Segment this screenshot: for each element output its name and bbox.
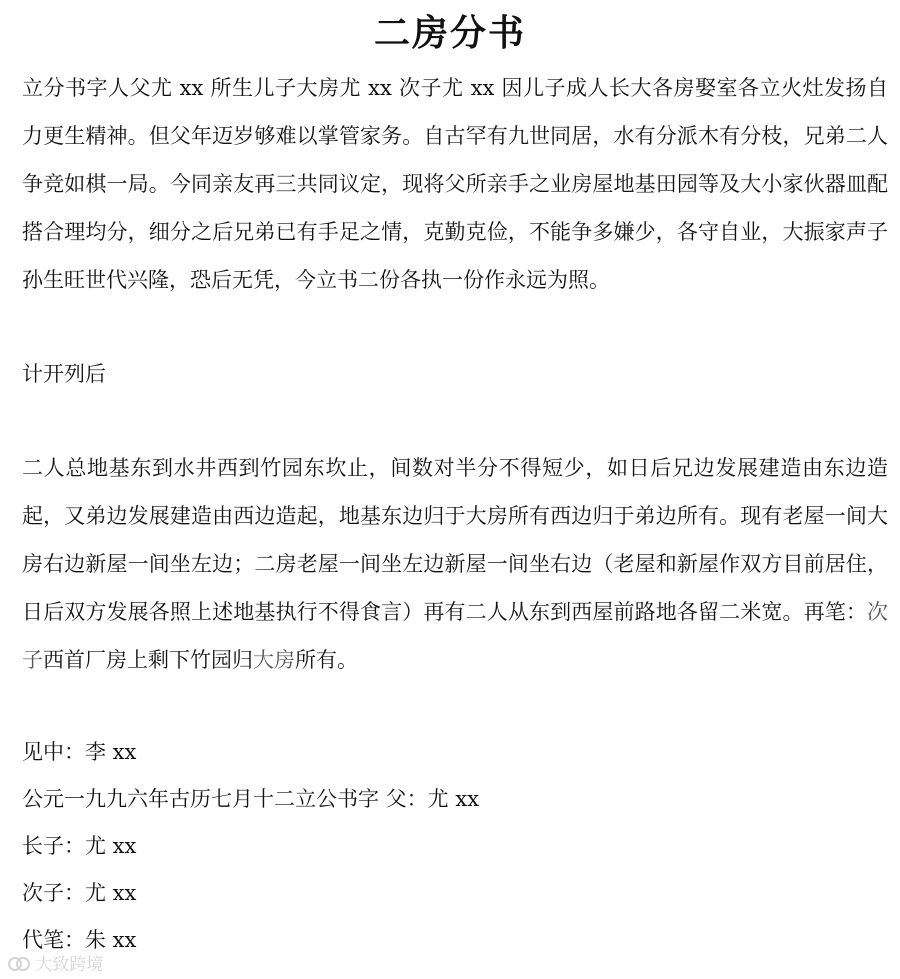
signature-eldest-son: 长子：尤 xx (22, 834, 137, 858)
watermark (8, 950, 103, 975)
intro-paragraph: 立分书字人父尤 xx 所生儿子大房尤 xx 次子尤 xx 因儿子成人长大各房娶室各立火灶发扬自力更生精神。但父年迈岁够难以掌管家务。自古罕有九世同居，水有分派木有分枝，兄弟二人争竞如棋一局。今同亲友再三共同议定，现将父所亲手之业房屋地基田园等及大小家伙器皿配搭合理均分，细分之后兄弟已有手足之情，克勤克俭，不能争多嫌少，各守自业，大振家声子孙生旺世代兴隆，恐后无凭，今立书二份各执一份作永远为照。 (22, 76, 888, 292)
second-son-name: 次子 (22, 600, 888, 672)
eldest-name: 大房 (253, 648, 295, 672)
signature-witness: 见中：李 xx (22, 740, 137, 764)
signature-date-father: 公元一九九六年古历七月十二立公书字 父：尤 xx (22, 787, 480, 811)
division-main-text: 二人总地基东到水井西到竹园东坎止，间数对半分不得短少，如日后兄边发展建造由东边造起，又弟边发展建造由西边造起，地基东边归于大房所有西边归于弟边所有。现有老屋一间大房右边新屋一间坐左边；二房老屋一间坐左边新屋一间坐右边（老屋和新屋作双方目前居住，日后双方发展各照上述地基执行不得食言）再有二人从东到西屋前路地各留二米宽。再笔： (22, 456, 888, 624)
watermark-text: 大致跨境 (35, 955, 104, 975)
division-mid-text: 西首厂房上剩下竹园归 (43, 648, 253, 672)
signature-second-son: 次子：尤 xx (22, 881, 137, 905)
list-heading: 计开列后 (22, 362, 106, 386)
document-title: 二房分书 (373, 12, 526, 54)
division-end-text: 所有。 (295, 648, 358, 672)
division-paragraph (22, 444, 888, 684)
signature-scribe: 代笔：朱 xx (22, 928, 137, 952)
brand-logo-icon (8, 956, 30, 972)
